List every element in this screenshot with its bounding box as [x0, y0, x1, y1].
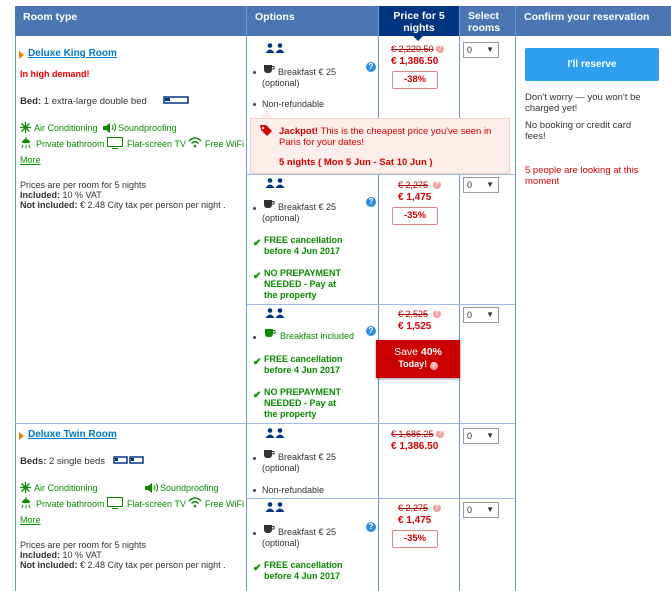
- quantity-value: 0: [467, 431, 473, 441]
- no-prepayment-line1: NO PREPAYMENT: [264, 268, 342, 278]
- no-prepayment-line1: NO PREPAYMENT: [264, 387, 342, 397]
- included-label: Included:: [20, 550, 60, 560]
- bullet: [253, 207, 256, 210]
- room-quantity-select[interactable]: [463, 307, 499, 323]
- expand-arrow-icon: [19, 432, 24, 440]
- price-conditions: [20, 180, 226, 210]
- not-included-line: [20, 560, 226, 570]
- people-looking-line2: moment: [525, 176, 560, 187]
- room-quantity-select[interactable]: [463, 502, 499, 518]
- jackpot-dates: 5 nights ( Mon 5 Jun - Sat 10 Jun ): [279, 157, 433, 168]
- breakfast-optional: (optional): [262, 213, 300, 223]
- column-divider: [246, 6, 247, 591]
- tv-icon: [107, 137, 123, 149]
- facility-flat-screen-tv: Flat-screen TV: [127, 499, 186, 509]
- checkmark-icon: ✔: [253, 563, 262, 574]
- prices-note: Prices are per room for 5 nights: [20, 180, 147, 190]
- header-select-rooms: [460, 6, 515, 36]
- facility-free-wifi: Free WiFi: [205, 499, 244, 509]
- save-line: [376, 346, 460, 358]
- no-prepayment: [264, 268, 341, 301]
- shower-icon: [20, 137, 32, 149]
- jackpot-message: [279, 126, 507, 148]
- free-cancellation: [264, 560, 343, 582]
- breakfast-option: Breakfast € 25: [278, 527, 337, 537]
- column-divider: [515, 6, 516, 591]
- discount-badge: -35%: [392, 530, 438, 548]
- reserve-button[interactable]: I'll reserve: [525, 48, 659, 81]
- discount-badge: -35%: [392, 207, 438, 225]
- checkmark-icon: ✔: [253, 390, 262, 401]
- free-cancellation-line2: before 4 Jun 2017: [264, 571, 341, 581]
- coffee-cup-icon: [263, 449, 275, 459]
- facility-soundproofing: Soundproofing: [160, 483, 219, 493]
- not-included-label: Not included:: [20, 560, 78, 570]
- coffee-cup-icon: [263, 524, 275, 534]
- header-room-type: Room type: [15, 6, 246, 36]
- price-info-icon[interactable]: ?: [434, 181, 440, 188]
- two-guests-icon: [265, 43, 285, 53]
- expand-arrow-icon: [19, 51, 24, 59]
- not-included-label: Not included:: [20, 200, 78, 210]
- price-info-icon[interactable]: ?: [434, 504, 440, 511]
- more-facilities-link[interactable]: More: [20, 155, 41, 165]
- price-conditions: [20, 540, 226, 570]
- header-select-line1: Select: [468, 10, 499, 22]
- facility-private-bathroom: Private bathroom: [36, 499, 105, 509]
- price-info-icon[interactable]: ?: [437, 45, 443, 52]
- two-guests-icon: [265, 308, 285, 318]
- bullet: [253, 71, 256, 74]
- breakfast-optional: (optional): [262, 463, 300, 473]
- two-guests-icon: [265, 502, 285, 512]
- save-today-badge: [376, 340, 460, 378]
- original-price: € 2,275: [398, 180, 429, 190]
- info-icon[interactable]: ?: [366, 522, 376, 532]
- no-fees-line2: fees!: [525, 131, 546, 142]
- room-quantity-select[interactable]: [463, 428, 499, 444]
- bullet: [253, 457, 256, 460]
- shower-icon: [20, 497, 32, 509]
- jackpot-tooltip: [250, 118, 510, 174]
- room-quantity-select[interactable]: [463, 42, 499, 58]
- wifi-icon: [188, 496, 202, 508]
- column-divider: [378, 6, 379, 591]
- discounted-price: € 1,475: [398, 192, 432, 203]
- jackpot-text-2: Paris for your dates!: [279, 137, 365, 148]
- bullet: [253, 103, 256, 106]
- save-percent: 40%: [420, 346, 442, 358]
- two-guests-icon: [265, 178, 285, 188]
- free-cancellation-line2: before 4 Jun 2017: [264, 246, 341, 256]
- more-facilities-link[interactable]: More: [20, 515, 41, 525]
- header-sort-arrow: [413, 36, 423, 41]
- save-label: Save: [394, 346, 418, 358]
- room-quantity-select[interactable]: [463, 177, 499, 193]
- room-name-link[interactable]: Deluxe Twin Room: [28, 429, 117, 440]
- quantity-value: 0: [467, 45, 473, 55]
- discounted-price: € 1,475: [398, 515, 432, 526]
- no-prepayment-line2: NEEDED - Pay at: [264, 398, 337, 408]
- free-cancellation-line1: FREE cancellation: [264, 235, 343, 245]
- price-info-icon[interactable]: ?: [434, 310, 440, 317]
- row-divider: [247, 498, 515, 499]
- free-cancellation-line2: before 4 Jun 2017: [264, 365, 341, 375]
- row-divider: [247, 174, 515, 175]
- facility-free-wifi: Free WiFi: [205, 139, 244, 149]
- bed-value: 2 single beds: [49, 456, 106, 467]
- jackpot-text-1: This is the cheapest price you've seen in: [320, 126, 492, 137]
- jackpot-title: Jackpot!: [279, 126, 319, 137]
- discounted-price: € 1,525: [398, 321, 432, 332]
- bullet: [253, 532, 256, 535]
- chevron-down-icon: ▼: [486, 45, 494, 54]
- people-looking-line1: 5 people are looking at this: [525, 165, 639, 176]
- header-price-line2: nights: [403, 22, 435, 34]
- breakfast-optional: (optional): [262, 78, 300, 88]
- bed-label: Beds:: [20, 456, 47, 467]
- bed-info: [20, 96, 147, 107]
- double-bed-icon: [163, 95, 189, 105]
- breakfast-included: Breakfast included: [280, 331, 355, 341]
- discounted-price: € 1,386.50: [391, 441, 439, 452]
- no-prepayment: [264, 387, 341, 420]
- breakfast-option: Breakfast € 25: [278, 202, 337, 212]
- info-icon[interactable]: ?: [366, 62, 376, 72]
- bed-label: Bed:: [20, 96, 42, 107]
- no-charge-note: [525, 92, 641, 114]
- no-prepayment-line3: the property: [264, 290, 317, 300]
- no-fees-note: [525, 120, 631, 142]
- quantity-value: 0: [467, 180, 473, 190]
- free-cancellation: [264, 354, 343, 376]
- checkmark-icon: ✔: [253, 271, 262, 282]
- bed-info: [20, 456, 105, 467]
- facility-air-conditioning: Air Conditioning: [34, 123, 98, 133]
- original-price: € 1,686.25: [391, 429, 434, 439]
- original-price: € 2,275: [398, 503, 429, 513]
- coffee-cup-icon: [263, 199, 275, 209]
- info-icon[interactable]: ?: [366, 197, 376, 207]
- info-icon[interactable]: ?: [431, 362, 436, 369]
- row-divider: [247, 304, 515, 305]
- snowflake-icon: [20, 122, 31, 133]
- price-info-icon[interactable]: ?: [437, 430, 443, 437]
- policy-non-refundable: Non-refundable: [262, 485, 325, 495]
- not-included-value: € 2.48 City tax per person per night .: [80, 560, 226, 570]
- tv-icon: [107, 497, 123, 509]
- free-cancellation: [264, 235, 343, 257]
- quantity-value: 0: [467, 505, 473, 515]
- quantity-value: 0: [467, 310, 473, 320]
- facility-private-bathroom: Private bathroom: [36, 139, 105, 149]
- today-line: [376, 359, 460, 370]
- people-looking-note: [525, 165, 639, 187]
- included-line: [20, 190, 226, 200]
- checkmark-icon: ✔: [253, 357, 262, 368]
- facility-flat-screen-tv: Flat-screen TV: [127, 139, 186, 149]
- original-price: € 2,220.50: [391, 44, 434, 54]
- single-beds-icon: [113, 455, 145, 465]
- no-prepayment-line3: the property: [264, 409, 317, 419]
- no-charge-line1: Don't worry — you won't be: [525, 92, 641, 103]
- two-guests-icon: [265, 428, 285, 438]
- breakfast-optional: (optional): [262, 538, 300, 548]
- coffee-cup-icon: [263, 64, 275, 74]
- chevron-down-icon: ▼: [486, 431, 494, 440]
- chevron-down-icon: ▼: [486, 180, 494, 189]
- included-label: Included:: [20, 190, 60, 200]
- free-cancellation-line1: FREE cancellation: [264, 354, 343, 364]
- breakfast-option: Breakfast € 25: [278, 67, 337, 77]
- chevron-down-icon: ▼: [486, 505, 494, 514]
- header-price: [379, 6, 459, 36]
- not-included-line: [20, 200, 226, 210]
- price-tag-icon: [259, 124, 273, 136]
- header-price-line1: Price for 5: [393, 10, 445, 22]
- header-select-line2: rooms: [468, 22, 501, 34]
- row-divider: [15, 423, 515, 424]
- today-label: Today!: [398, 359, 428, 369]
- not-included-value: € 2.48 City tax per person per night .: [80, 200, 226, 210]
- bed-value: 1 extra-large double bed: [43, 96, 147, 107]
- chevron-down-icon: ▼: [486, 310, 494, 319]
- wifi-icon: [188, 136, 202, 148]
- bullet: [253, 489, 256, 492]
- header-options: Options: [247, 6, 378, 36]
- facility-air-conditioning: Air Conditioning: [34, 483, 98, 493]
- discounted-price: € 1,386.50: [391, 56, 439, 67]
- prices-note: Prices are per room for 5 nights: [20, 540, 147, 550]
- column-divider: [459, 6, 460, 591]
- no-fees-line1: No booking or credit card: [525, 120, 632, 131]
- tooltip-pointer: [260, 111, 274, 118]
- included-value: 10 % VAT: [62, 550, 102, 560]
- bullet: [253, 336, 256, 339]
- policy-non-refundable: Non-refundable: [262, 99, 325, 109]
- header-confirm: Confirm your reservation: [516, 6, 671, 36]
- discount-badge: -38%: [392, 71, 438, 89]
- speaker-icon: [145, 482, 158, 493]
- info-icon[interactable]: ?: [366, 326, 376, 336]
- checkmark-icon: ✔: [253, 238, 262, 249]
- room-name-link[interactable]: Deluxe King Room: [28, 48, 117, 59]
- included-value: 10 % VAT: [62, 190, 102, 200]
- no-charge-line2: charged yet!: [525, 103, 578, 114]
- included-line: [20, 550, 226, 560]
- original-price: € 2,525: [398, 309, 429, 319]
- no-prepayment-line2: NEEDED - Pay at: [264, 279, 337, 289]
- high-demand-label: In high demand!: [20, 69, 90, 79]
- breakfast-option: Breakfast € 25: [278, 452, 337, 462]
- facility-soundproofing: Soundproofing: [118, 123, 177, 133]
- free-cancellation-line1: FREE cancellation: [264, 560, 343, 570]
- coffee-cup-icon: [264, 328, 276, 338]
- snowflake-icon: [20, 482, 31, 493]
- speaker-icon: [103, 122, 116, 133]
- column-divider: [15, 6, 16, 591]
